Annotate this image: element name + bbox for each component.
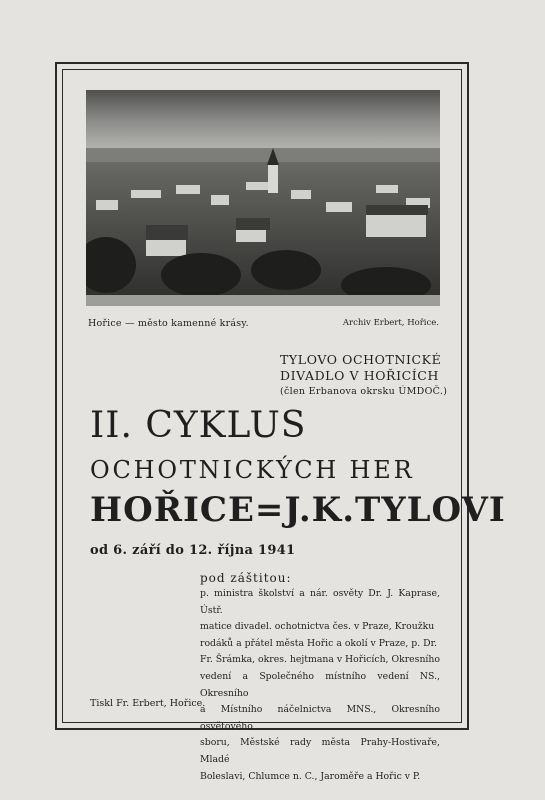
patronage-line: rodáků a přátel města Hořic a okolí v Praze, p. Dr. [200,637,438,649]
organizer-membership: (člen Erbanova okrsku ÚMDOČ.) [280,386,448,397]
patronage-line: p. ministra školství a nár. osvěty Dr. J. Kaprase, Ústř. [200,588,440,616]
patronage-line: Fr. Šrámka, okres. hejtmana v Hořicích, Okresního [200,654,440,666]
patronage-line: vedení a Společného místního vedení NS., Okresního [200,670,440,699]
organizer-line: TYLOVO OCHOTNICKÉ [280,352,442,367]
printer-credit: Tiskl Fr. Erbert, Hořice. [90,698,206,709]
event-dates: od 6. září do 12. října 1941 [90,543,296,558]
patronage-heading: pod záštitou: [200,571,292,585]
title-subtitle: OCHOTNICKÝCH HER [90,456,415,484]
organizer-line: DIVADLO V HOŘICÍCH [280,368,439,383]
photo-credit: Archiv Erbert, Hořice. [342,318,439,328]
photo-caption: Hořice — město kamenné krásy. [88,318,249,329]
patronage-line: sboru, Městské rady města Prahy-Hostivaře, Mladé [200,737,440,765]
title-cycle: II. CYKLUS [90,405,307,446]
town-photograph [86,90,440,306]
patronage-line: a Místního náčelnictva MNS., Okresního osvětového [200,704,440,732]
patronage-line: matice divadel. ochotnictva čes. v Praze, Kroužku [200,621,435,633]
patronage-text [200,586,440,785]
organizer-block [280,352,460,400]
patronage-line: Boleslavi, Chlumce n. C., Jaroměře a Hořic v P. [200,770,421,782]
title-dedication: HOŘICE=J.K.TYLOVI [90,490,506,530]
